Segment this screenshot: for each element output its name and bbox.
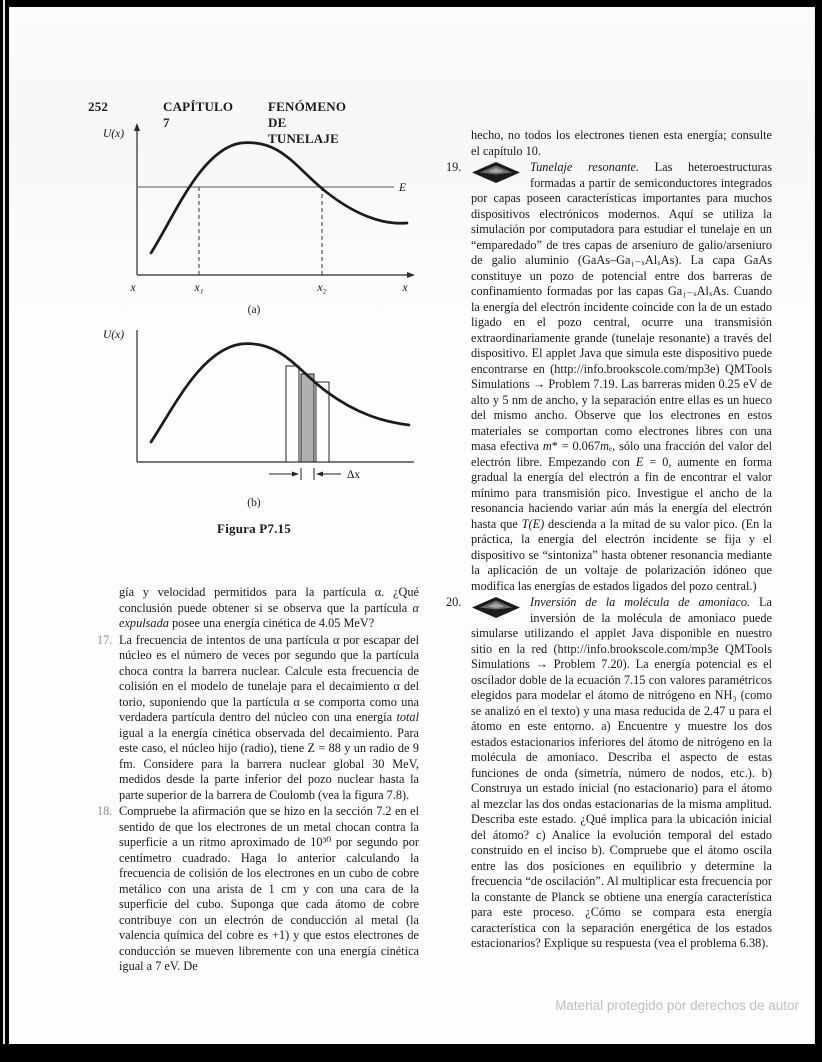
problem-18 [97,804,419,975]
graph-b-y-axis-label: U(x) [103,329,125,341]
x2-label: x₂ [317,282,327,294]
problem-19 [446,160,772,594]
graph-b-barrier-slices [89,322,419,490]
graph-a-caption: (a) [247,304,261,316]
problem-19-body: Tunelaje resonante. Las heteroestructuras formadas a partir de semiconductores integrados por capas poseen características importantes para muchos dispositivos electrónicos modernos. Aquí se utiliza la simulación por computadora para estudiar el tunelaje en un “emparedado” de tres capas de arseniuro de galio/arseniuro de galio aluminio (GaAs–Ga₁₋ₓAlₓAs). La capa GaAs constituye un pozo de potencial entre dos barreras de confinamiento formadas por las capas Ga₁₋ₓAlₓAs. Cuando la energía del electrón incidente coincide con la de un estado ligado en el pozo central, ocurre una transmisión extraordinariamente grande (tunelaje resonante) a través del dispositivo. El applet Java que simula este dispositivo puede encontrarse en (http://info.brookscole.com/mp3e) QMTools Simulations → Problem 7.19. Las barreras miden 0.25 eV de alto y 5 nm de ancho, y la separación entre ellas es un hueco del mismo ancho. Observe que los electrones en estos materiales se comportan como electrones libres con una masa efectiva m* = 0.067mₑ, sólo una fracción del valor del electrón libre. Empezando con E = 0, aumente en forma gradual la energía del electrón a fin de encontrar el valor mínimo para transmisión pico. Investigue el ancho de la resonancia haciendo variar aún más la energía del electrón hasta que T(E) descienda a la mitad de su valor pico. (En la práctica, la energía del electrón incidente se fija y el dispositivo se “sintoniza” hasta obtener resonancia mediante la aplicación de un voltaje de polarización idóneo que modifica las energías de estados ligados del pozo central.) [471,160,773,593]
problem-20-body: Inversión de la molécula de amoniaco. La inversión de la molécula de amoniaco puede simularse utilizando el applet Java disponible en nuestro sitio en la red (http://info.brookscole.com/mp3e QMTools Simulations → Problem 7.20). La energía potencial es el oscilador doble de la ecuación 7.15 con valores paramétricos elegidos para modelar el átomo de nitrógeno en NH₃ (como se analizó en el texto) y una masa reducida de 2.47 u para el átomo en este entorno. a) Encuentre y muestre los dos estados estacionarios inferiores del átomo de nitrógeno en la molécula de amoniaco. Describa el aspecto de estas funciones de onda (simetría, número de nodos, etc.). b) Construya un estado inicial (no estacionario) para el átomo al mezclar las dos ondas estacionarias de la misma amplitud. Describa este estado. ¿Qué implica para la ubicación inicial del átomo? c) Analice la evolución temporal del estado construido en el inciso b). Compruebe que el átomo oscila entre las dos posiciones en equilibrio y determine la frecuencia “de oscilación”. Al multiplicar esta frecuencia por la constante de Planck se obtiene una energía característica para este proceso. ¿Cómo se compara esta energía característica con la separación energética de los estados estacionarios? Explique su respuesta (vea el problema 6.38). [471,595,772,950]
dx-label: Δx [347,469,361,481]
x-axis-arrowhead [407,272,415,278]
continued-paragraph: gía y velocidad permitidos para la partícula α. ¿Qué conclusión puede obtener si se observa que la partícula α expulsada posee una energía cinética de 4.05 MeV? [119,585,419,630]
graph-b-caption: (b) [247,497,261,509]
graph-a-y-axis-label: U(x) [103,128,125,140]
figure-p715 [89,119,419,537]
left-column [97,585,419,976]
problem-19-number: 19. [446,160,462,174]
problem-20-number: 20. [446,595,462,609]
problem-17-number: 17. [97,632,113,647]
page-number: 252 [88,99,109,114]
problem-17-text: La frecuencia de intentos de una partícula α por escapar del núcleo es el número de veces por segundo que la partícula choca contra la barrera nuclear. Calcule esta frecuencia de colisión en el modelo de tunelaje para el decaimiento α del torio, suponiendo que la partícula α se comporta como una verdadera partícula dentro del núcleo con una energía total igual a la energía cinética observada del decaimiento. Para este caso, el núcleo hijo (radio), tiene Z = 88 y un radio de 9 fm. Considere para la barrera nuclear global 30 MeV, medidos desde la parte inferior del pozo nuclear hasta la parte superior de la barrera de Coulomb (vea la figura 7.8). [119,632,419,802]
dx-arrow-right [292,472,299,477]
graph-a-potential-curve [89,119,419,297]
problem-17 [97,633,419,804]
problem-19-text [471,160,772,594]
energy-label: E [399,182,407,194]
problem-20-text [471,595,772,952]
scan-edge-artifact [3,0,5,1044]
dx-arrow-left [316,472,323,477]
figure-caption: Figura P7.15 [217,521,291,536]
simulation-diamond-icon [471,161,521,184]
x-end-label: x [402,282,408,294]
chapter-title: FENÓMENO DE TUNELAJE [268,99,347,146]
problem-20 [446,595,772,952]
copyright-watermark: Material protegido por derechos de autor [555,998,799,1013]
simulation-diamond-icon [471,596,521,619]
x-origin-label: x [130,282,136,294]
potential-energy-curve-b [151,344,409,442]
barrier-slice-left [286,366,299,462]
barrier-slice-shaded [301,374,314,462]
chapter-label: CAPÍTULO 7 [163,99,234,130]
potential-energy-curve [151,143,407,253]
x1-label: x₁ [194,282,204,294]
problem-18-text: Compruebe la afirmación que se hizo en la sección 7.2 en el sentido de que los electrones de un metal chocan contra la superficie a un ritmo aproximado de 10³⁰ por segundo por centímetro cuadrado. Haga lo anterior calculando la frecuencia de colisión de los electrones en un cubo de cobre metálico con una arista de 1 cm y con una cara de la superficie del cubo. Suponga que cada átomo de cobre contribuye con un electrón de conducción al metal (la valencia química del cobre es +1) y que estos electrones de conducción se mueven libremente con una energía cinética igual a 7 eV. De [119,804,419,973]
book-page [9,7,815,1044]
barrier-slice-right [316,382,329,462]
right-column [446,128,772,953]
y-axis-arrowhead [134,123,140,131]
continued-paragraph-right: hecho, no todos los electrones tienen esta energía; consulte el capítulo 10. [471,128,772,158]
problem-18-number: 18. [97,804,113,818]
